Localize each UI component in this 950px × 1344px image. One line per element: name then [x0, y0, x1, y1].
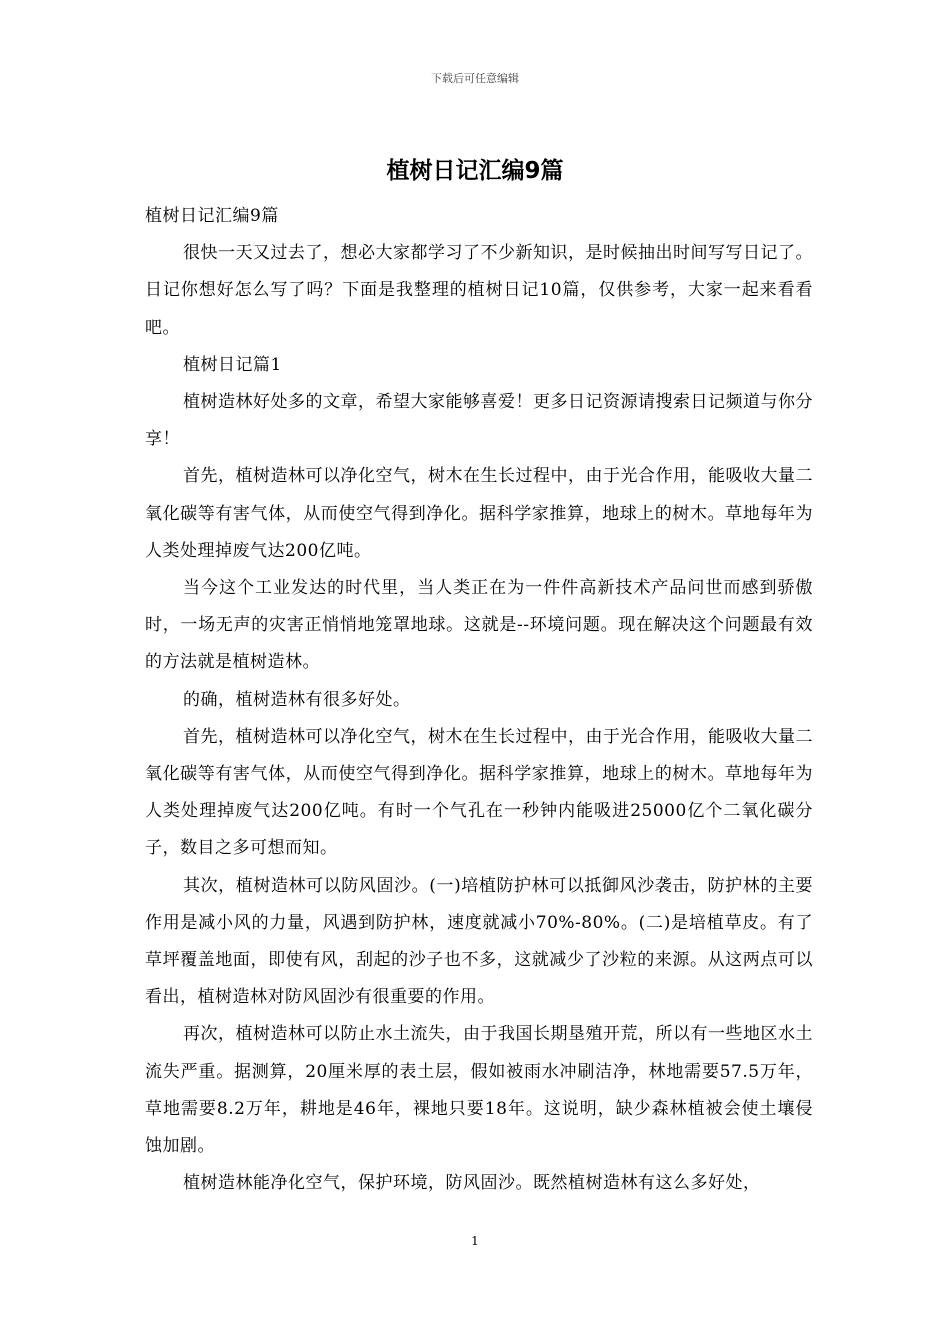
paragraph: 植树造林好处多的文章，希望大家能够喜爱！更多日记资源请搜索日记频道与你分享！ — [145, 392, 813, 450]
page-number: 1 — [471, 1234, 479, 1248]
paragraph: 植树造林能净化空气，保护环境，防风固沙。既然植树造林有这么多好处， — [183, 1173, 761, 1194]
document-title: 植树日记汇编9篇 — [386, 158, 564, 184]
subtitle-line: 植树日记汇编9篇 — [145, 206, 279, 226]
paragraph: 再次，植树造林可以防止水土流失，由于我国长期垦殖开荒，所以有一些地区水土流失严重。据测算，20厘米厚的表土层，假如被雨水冲刷洁净，林地需要57.5万年，草地需要8.2万年，耕地是46年，裸地只要18年。这说明，缺少森林植被会使土壤侵蚀加剧。 — [145, 1024, 813, 1157]
paragraph: 首先，植树造林可以净化空气，树木在生长过程中，由于光合作用，能吸收大量二氧化碳等有害气体，从而使空气得到净化。据科学家推算，地球上的树木。草地每年为人类处理掉废气达200亿吨。有时一个气孔在一秒钟内能吸进25000亿个二氧化碳分子，数目之多可想而知。 — [145, 726, 813, 859]
paragraph: 当今这个工业发达的时代里，当人类正在为一件件高新技术产品问世而感到骄傲时，一场无声的灾害正悄悄地笼罩地球。这就是--环境问题。现在解决这个问题最有效的方法就是植树造林。 — [145, 578, 813, 673]
section-heading: 植树日记篇1 — [183, 354, 282, 375]
header-note: 下载后可任意编辑 — [431, 72, 519, 85]
paragraph: 很快一天又过去了，想必大家都学习了不少新知识，是时候抽出时间写写日记了。日记你想好怎么写了吗？下面是我整理的植树日记10篇，仅供参考，大家一起来看看吧。 — [145, 243, 813, 338]
paragraph: 其次，植树造林可以防风固沙。(一)培植防护林可以抵御风沙袭击，防护林的主要作用是减小风的力量，风遇到防护林，速度就减小70%-80%。(二)是培植草皮。有了草坪覆盖地面，即使有风，刮起的沙子也不多，这就减少了沙粒的来源。从这两点可以看出，植树造林对防风固沙有很重要的作用。 — [145, 875, 813, 1008]
paragraph: 的确，植树造林有很多好处。 — [183, 689, 411, 710]
paragraph: 首先，植树造林可以净化空气，树木在生长过程中，由于光合作用，能吸收大量二氧化碳等有害气体，从而使空气得到净化。据科学家推算，地球上的树木。草地每年为人类处理掉废气达200亿吨。 — [145, 466, 813, 561]
document-body — [145, 198, 813, 1202]
